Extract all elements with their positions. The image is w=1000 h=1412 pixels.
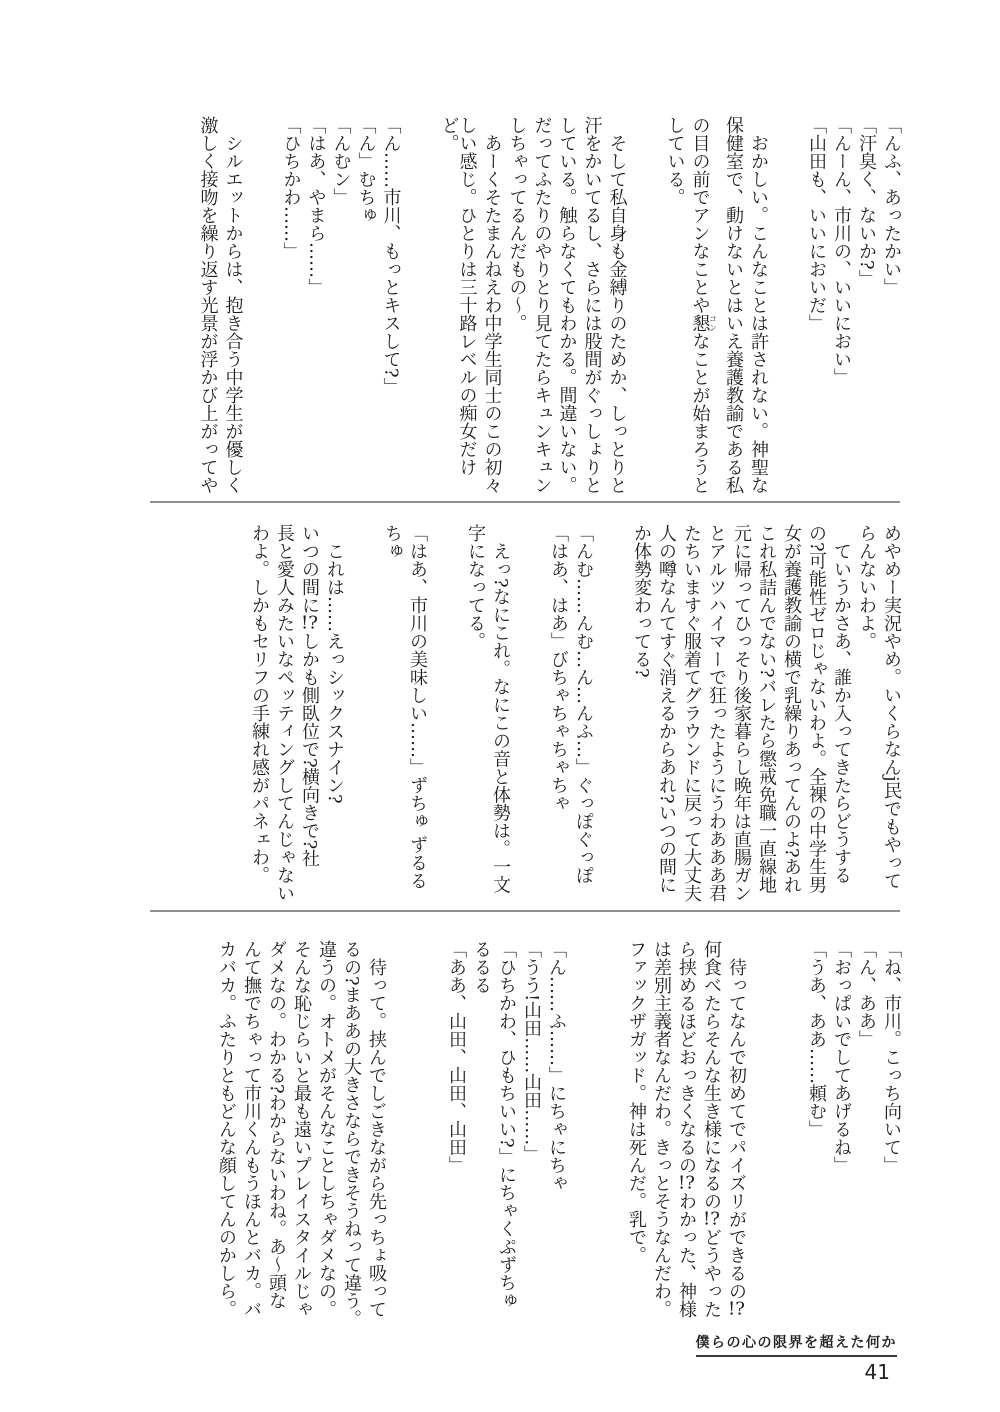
text-column: 「んむン」: [330, 116, 352, 206]
tatechuyoko-text: !?: [728, 1300, 745, 1318]
text-column: 激しく接吻を繰り返す光景が浮かび上がってや: [197, 116, 219, 494]
text-column: あーくそたまんねえわ中学生同士のこの初々: [481, 134, 503, 494]
text-column: 違うの。オトメがそんなことしちゃダメなの。: [316, 940, 337, 1318]
text-column: の?可能性ゼロじゃないわよ。全裸の中学生男: [806, 524, 827, 894]
text-block-bottom: [100, 940, 900, 1338]
text-column: シルエットからは、抱き合う中学生が優しく: [222, 134, 244, 494]
text-column: ファックザガッド。神は死んだ。乳で。: [626, 940, 647, 1264]
text-column: 「ひちかわ……」: [280, 116, 302, 260]
text-column: えっ?なにこれ。なにこの音と体勢は。一文: [490, 542, 511, 894]
text-column: 「山田も、いいにおいだ」: [806, 116, 827, 332]
text-column: 「うう!山田……山田……」: [521, 940, 542, 1164]
text-column: 汗をかいてるし、さらには股間がぐっしょりと: [581, 116, 603, 494]
text-column: ダメなの。わかる?わからないわね。あ〜頭な: [266, 940, 287, 1310]
tatechuyoko-text: !?: [703, 1210, 720, 1228]
text-block-top: [100, 116, 900, 500]
text-block-middle: [100, 524, 900, 908]
text-column: 「はあ、市川の美味しい……」ずちゅ ずるる: [407, 524, 428, 890]
text-column: しちゃってるんだもの〜。: [506, 116, 528, 332]
text-column: の目の前でアンなことや懇コンなことが始まろうと: [689, 116, 718, 494]
text-column: 女が養護教諭の横で乳繰りあってんのよ?あれ: [781, 524, 802, 894]
text-column: 「ね、市川。こっち向いて」: [881, 940, 902, 1174]
text-column: これは……えっシックスナイン?: [324, 542, 345, 804]
text-column: している。触らなくてもわかる。間違いない。: [556, 116, 578, 494]
text-column: 「ん……市川、もっとキスして?」: [380, 116, 402, 396]
text-column: 「おっぱいでしてあげるね」: [831, 940, 852, 1174]
text-column: 「汗臭く、ないか?」: [856, 116, 877, 288]
text-column: 「ん、ああ」: [856, 940, 877, 1048]
text-column: ちゅ: [382, 524, 403, 560]
text-column: している。: [664, 116, 686, 206]
text-column: おかしい。こんなことは許されない。神聖な: [748, 134, 769, 494]
text-column: 「んむ……んむ…ん…んふ…」ぐっぽぐっぽ: [573, 524, 594, 884]
text-column: たちいますぐ服着てグラウンドに戻って大丈夫: [681, 524, 702, 902]
text-column: そして私自身も金縛りのためか、しっとりと: [606, 134, 628, 494]
footer-chapter-title: 僕らの心の限界を超えた何か: [696, 1332, 898, 1357]
ruby-annotated-word: 懇コン: [689, 314, 718, 332]
text-column: ら挟めるほどおっきくなるの!?わかった、神様: [676, 940, 697, 1318]
text-column: らんないわよ。: [856, 524, 877, 650]
text-column: 「んーん、市川の、いいにおい」: [831, 116, 852, 386]
text-column: 字になってる。: [465, 524, 486, 650]
text-column: カバカ。ふたりともどんな顔してんのかしら。: [216, 940, 237, 1318]
text-column: ていうかさあ、誰か入ってきたらどうする: [831, 542, 852, 884]
text-column: わよ。しかもセリフの手練れ感がパネェわ。: [249, 524, 270, 884]
text-column: んて撫でちゃって市川くんもうほんとバカ。バ: [241, 940, 262, 1318]
text-column: 「はあ、はあ」びちゃちゃちゃちゃ: [548, 524, 569, 812]
section-divider-line: [150, 501, 900, 503]
text-column: は差別主義者なんだわ。きっとそうなんだわ。: [651, 940, 672, 1318]
page-number: 41: [864, 1360, 890, 1384]
text-column: 何食べたらそんな生き様になるの!?どうやった: [701, 940, 722, 1318]
text-column: 「ん」むちゅ: [355, 116, 377, 224]
text-column: るの?まああの大きさならできそうねって違う。: [341, 940, 362, 1328]
text-column: いつの間に!?しかも側臥位で?横向きで?社: [299, 524, 320, 868]
text-column: 待ってなんで初めてでパイズリができるの!?: [726, 958, 747, 1318]
text-column: るるる: [471, 940, 492, 994]
text-column: これ私詰んでない?バレたら懲戒免職一直線地: [756, 524, 777, 894]
text-column: 「ひちかわ、ひもちいい?」にちゃくぷずちゅ: [496, 940, 517, 1310]
text-column: 長と愛人みたいなペッティングしてんじゃない: [274, 524, 295, 902]
text-column: 保健室で、動けないとはいえ養護教諭である私: [723, 116, 744, 494]
text-column: めやめー実況やめ。いくらなんj民でもやって: [881, 524, 902, 890]
text-column: とアルツハイマーで狂ったようにうわあああ君: [706, 524, 727, 902]
text-column: しい感じ。ひとりは三十路レベルの痴女だけど。: [438, 116, 478, 476]
text-column: 「んふ、あったかい」: [881, 116, 902, 296]
text-column: か体勢変わってる?: [631, 524, 652, 678]
section-divider-line: [150, 910, 900, 912]
tatechuyoko-text: !?: [301, 614, 318, 632]
text-column: 「ああ、山田、山田、山田」: [446, 940, 467, 1174]
tatechuyoko-text: !?: [678, 1174, 695, 1192]
text-column: 人の噂なんてすぐ消えるからあれ?いつの間に: [656, 524, 677, 894]
text-column: 「ん……ふ……」にちゃにちゃ: [546, 940, 567, 1192]
text-column: 「はあ、やまら……」: [305, 116, 327, 296]
text-column: そんな恥じらいと最も遠いプレイスタイルじゃ: [291, 940, 312, 1318]
text-column: 「うあ、ああ……頼む」: [806, 940, 827, 1138]
text-column: だってふたりのやりとり見てたらキュンキュン: [531, 116, 553, 494]
text-column: 待って。挟んでしごきながら先っちょ吸って: [366, 958, 387, 1318]
text-column: 元に帰ってひっそり後家暮らし晩年は直腸ガン: [731, 524, 752, 902]
